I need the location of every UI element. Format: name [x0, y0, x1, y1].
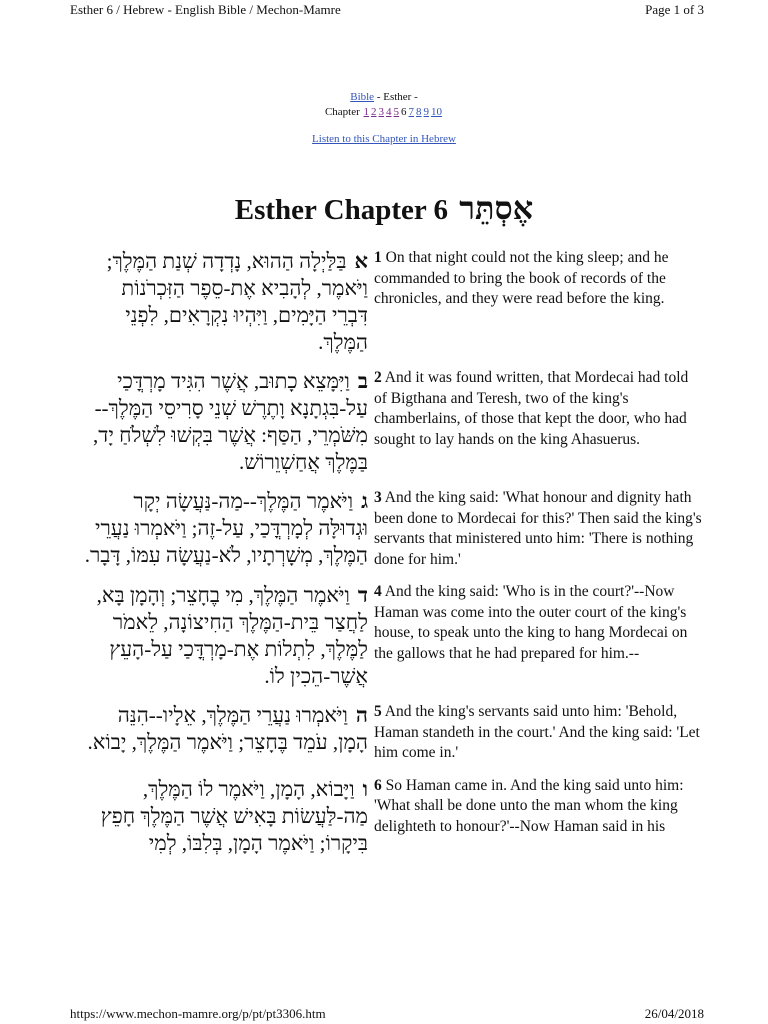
verse-row — [70, 702, 720, 764]
verse-number: 5 — [374, 703, 382, 720]
print-footer-date: 26/04/2018 — [644, 1006, 704, 1021]
verse-number: 1 — [374, 249, 382, 266]
verse-english-text: And the king said: 'What honour and dignity hath been done to Mordecai for this?' Then said the king's servants that ministered unto him: 'There is nothing done for him.' — [374, 489, 702, 568]
verse-row — [70, 776, 720, 857]
verse-hebrew — [70, 776, 370, 857]
verse-hebrew-letter: א — [354, 249, 368, 273]
verse-english-text: And it was found written, that Mordecai had told of Bigthana and Teresh, two of the king's chamberlains, of those that kept the door, who had sought to lay hands on the king Ahasuerus. — [374, 369, 689, 448]
chapter-link-5[interactable]: 5 — [393, 106, 400, 118]
verse-hebrew-letter: ג — [361, 489, 368, 513]
print-footer — [0, 1004, 768, 1024]
page-title-english: Esther Chapter 6 — [234, 194, 448, 226]
page-title-hebrew: אֶסְתֵּר — [459, 190, 534, 226]
verses-table — [70, 248, 720, 869]
listen-section — [0, 133, 768, 145]
verse-number: 3 — [374, 489, 382, 506]
bible-link[interactable]: Bible — [350, 91, 375, 103]
verse-row — [70, 488, 720, 570]
current-chapter: 6 — [401, 106, 407, 118]
chapter-link-4[interactable]: 4 — [386, 106, 392, 118]
verse-hebrew-text: וַיֹּאמֶר הַמֶּלֶךְ--מַה-נַּעֲשָׂה יְקָר וּגְדוּלָּה לְמָרְדֳּכַי, עַל-זֶה; וַיֹּאמְרוּ נַעֲרֵי הַמֶּלֶךְ, מְשָׁרְתָיו, לֹא-נַעֲשָׂה עִמּוֹ, דָּבָר. — [84, 489, 368, 567]
verse-hebrew-text: בַּלַּיְלָה הַהוּא, נָדְדָה שְׁנַת הַמֶּלֶךְ; וַיֹּאמֶר, לְהָבִיא אֶת-סֵפֶר הַזִּכְרֹנוֹת דִּבְרֵי הַיָּמִים, וַיִּהְיוּ נִקְרָאִים, לִפְנֵי הַמֶּלֶךְ. — [106, 249, 368, 354]
chapter-link-9[interactable]: 9 — [423, 106, 430, 118]
page-title — [0, 190, 768, 228]
verse-row — [70, 248, 720, 356]
chapter-link-3[interactable]: 3 — [378, 106, 385, 118]
verse-row — [70, 368, 720, 476]
print-header-title: Esther 6 / Hebrew - English Bible / Mechon-Mamre — [70, 2, 341, 17]
chapter-link-10[interactable]: 10 — [431, 106, 443, 118]
verse-number: 2 — [374, 369, 382, 386]
verse-number: 4 — [374, 583, 382, 600]
verse-hebrew — [70, 488, 370, 570]
chapter-navigation — [0, 90, 768, 120]
print-footer-url: https://www.mechon-mamre.org/p/pt/pt3306.htm — [70, 1006, 326, 1021]
verse-english — [370, 248, 705, 356]
verse-english — [370, 702, 705, 764]
chapter-link-2[interactable]: 2 — [371, 106, 377, 118]
verse-english — [370, 488, 705, 570]
nav-chapter-line — [0, 105, 768, 120]
print-header — [0, 0, 768, 20]
chapter-link-8[interactable]: 8 — [416, 106, 422, 118]
nav-chapter-label: Chapter — [324, 106, 360, 118]
verse-english — [370, 582, 705, 690]
verse-hebrew — [70, 702, 370, 764]
chapter-link-1[interactable]: 1 — [363, 106, 370, 118]
verse-hebrew-letter: ו — [362, 776, 368, 801]
verse-english — [370, 776, 705, 857]
verse-hebrew-letter: ה — [355, 703, 368, 727]
verse-hebrew-text: וַיֹּאמֶר הַמֶּלֶךְ, מִי בֶחָצֵר; וְהָמָן בָּא, לַחֲצַר בֵּית-הַמֶּלֶךְ הַחִיצוֹנָה, לֵאמֹר לַמֶּלֶךְ, לִתְלוֹת אֶת-מָרְדֳּכַי עַל-הָעֵץ אֲשֶׁר-הֵכִין לוֹ. — [96, 583, 368, 688]
verse-hebrew — [70, 368, 370, 476]
verse-hebrew-text: וַיִּמָּצֵא כָתוּב, אֲשֶׁר הִגִּיד מָרְדֳּכַי עַל-בִּגְתָנָא וָתֶרֶשׁ שְׁנֵי סָרִיסֵי הַמֶּלֶךְ--מִשֹּׁמְרֵי, הַסַּף: אֲשֶׁר בִּקְשׁוּ לִשְׁלֹחַ יָד, בַּמֶּלֶךְ אֲחַשְׁוֵרוֹשׁ. — [92, 369, 368, 474]
verse-hebrew — [70, 248, 370, 356]
chapter-link-7[interactable]: 7 — [408, 106, 415, 118]
verse-hebrew-letter: ב — [357, 369, 368, 393]
verse-english-text: And the king's servants said unto him: 'Behold, Haman standeth in the court.' And the king said: 'Let him come in.' — [374, 703, 700, 761]
verse-english-text: On that night could not the king sleep; and he commanded to bring the book of records of the chronicles, and they were read before the king. — [374, 249, 669, 307]
print-header-page: Page 1 of 3 — [645, 2, 704, 17]
verse-number: 6 — [374, 776, 382, 794]
verse-english-text: So Haman came in. And the king said unto him: 'What shall be done unto the man whom the king delighteth to honour?'--Now Haman said in his — [374, 776, 684, 835]
verse-hebrew-letter: ד — [357, 583, 368, 607]
verse-hebrew-text: וַיֹּאמְרוּ נַעֲרֵי הַמֶּלֶךְ, אֵלָיו--הִנֵּה הָמָן, עֹמֵד בֶּחָצֵר; וַיֹּאמֶר הַמֶּלֶךְ, יָבוֹא. — [87, 703, 368, 754]
nav-book-line — [0, 90, 768, 105]
nav-book-text: - Esther - — [374, 91, 418, 103]
verse-english-text: And the king said: 'Who is in the court?'--Now Haman was come into the outer court of the king's house, to speak unto the king to hang Mordecai on the gallows that he had prepared for him.-- — [374, 583, 688, 662]
verse-row — [70, 582, 720, 690]
verse-english — [370, 368, 705, 476]
verse-hebrew — [70, 582, 370, 690]
verse-hebrew-text: וַיָּבוֹא, הָמָן, וַיֹּאמֶר לוֹ הַמֶּלֶךְ, מַה-לַּעֲשׂוֹת בָּאִישׁ אֲשֶׁר הַמֶּלֶךְ חָפֵץ בִּיקָרוֹ; וַיֹּאמֶר הָמָן, בְּלִבּוֹ, לְמִי — [100, 776, 368, 855]
listen-hebrew-link[interactable]: Listen to this Chapter in Hebrew — [312, 133, 456, 145]
